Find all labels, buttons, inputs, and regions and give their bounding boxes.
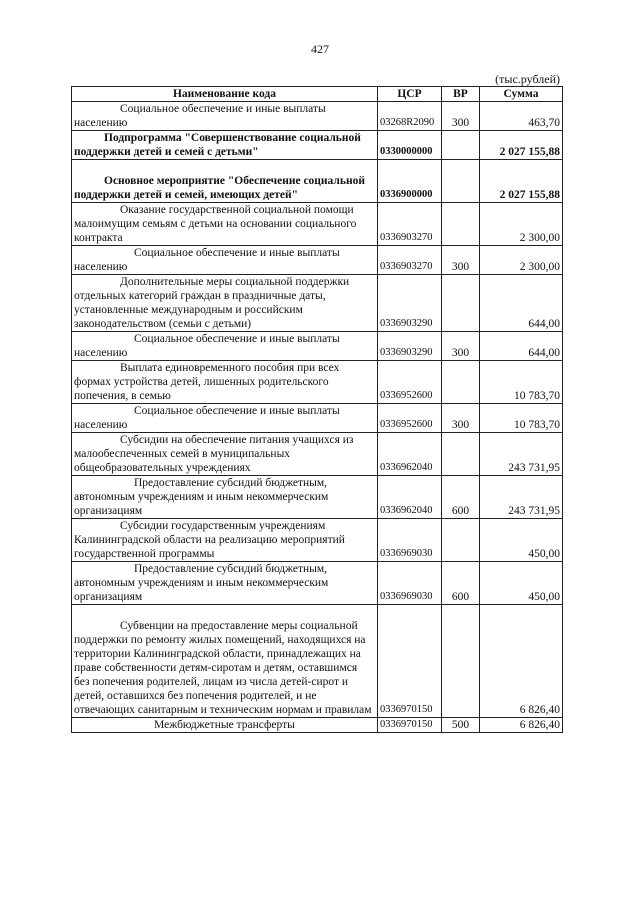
row-csr: 0336903270 xyxy=(378,246,442,275)
header-sum: Сумма xyxy=(480,87,563,102)
row-vr xyxy=(442,605,480,718)
table-row xyxy=(72,605,563,718)
row-vr: 300 xyxy=(442,246,480,275)
row-csr: 0330000000 xyxy=(378,131,442,160)
table-row xyxy=(72,275,563,332)
row-name: Выплата единовременного пособия при всех формах устройства детей, лишенных родительского попечения, в семью xyxy=(72,361,378,404)
row-sum: 10 783,70 xyxy=(480,361,563,404)
table-row xyxy=(72,332,563,361)
header-csr: ЦСР xyxy=(378,87,442,102)
row-name: Предоставление субсидий бюджетным, автономным учреждениям и иным некоммерческим организациям xyxy=(72,562,378,605)
row-name: Социальное обеспечение и иные выплаты населению xyxy=(72,404,378,433)
row-csr: 0336900000 xyxy=(378,160,442,203)
row-vr: 600 xyxy=(442,476,480,519)
row-name: Субсидии на обеспечение питания учащихся из малообеспеченных семей в муниципальных общеобразовательных учреждениях xyxy=(72,433,378,476)
row-name: Субсидии государственным учреждениям Калининградской области на реализацию мероприятий государственной программы xyxy=(72,519,378,562)
row-vr xyxy=(442,160,480,203)
row-csr: 0336962040 xyxy=(378,433,442,476)
row-vr xyxy=(442,519,480,562)
row-csr: 03268R2090 xyxy=(378,102,442,131)
table-row xyxy=(72,562,563,605)
row-sum: 6 826,40 xyxy=(480,605,563,718)
table-row xyxy=(72,203,563,246)
header-name: Наименование кода xyxy=(72,87,378,102)
row-sum: 243 731,95 xyxy=(480,476,563,519)
table-row xyxy=(72,718,563,733)
row-csr: 0336903270 xyxy=(378,203,442,246)
row-csr: 0336952600 xyxy=(378,404,442,433)
row-name: Субвенции на предоставление меры социальной поддержки по ремонту жилых помещений, находящихся на территории Калининградской области, принадлежащих на праве собственности детям-сиротам и детям, оставшимся без попечения родителей, лицам из числа детей-сирот и детей, оставшихся без попечения родителей, и не отвечающих санитарным и техническим нормам и правилам xyxy=(72,605,378,718)
row-name: Социальное обеспечение и иные выплаты населению xyxy=(72,246,378,275)
row-vr: 300 xyxy=(442,332,480,361)
row-sum: 463,70 xyxy=(480,102,563,131)
row-csr: 0336903290 xyxy=(378,332,442,361)
row-sum: 450,00 xyxy=(480,519,563,562)
row-name: Подпрограмма "Совершенствование социальной поддержки детей и семей с детьми" xyxy=(72,131,378,160)
row-vr: 300 xyxy=(442,404,480,433)
row-sum: 2 300,00 xyxy=(480,203,563,246)
row-csr: 0336969030 xyxy=(378,562,442,605)
header-vr: ВР xyxy=(442,87,480,102)
row-csr: 0336970150 xyxy=(378,605,442,718)
table-row xyxy=(72,131,563,160)
row-csr: 0336962040 xyxy=(378,476,442,519)
row-csr: 0336969030 xyxy=(378,519,442,562)
budget-table xyxy=(71,86,563,733)
row-sum: 450,00 xyxy=(480,562,563,605)
row-vr: 600 xyxy=(442,562,480,605)
row-vr: 300 xyxy=(442,102,480,131)
row-sum: 2 027 155,88 xyxy=(480,131,563,160)
table-row xyxy=(72,361,563,404)
row-vr xyxy=(442,361,480,404)
row-sum: 10 783,70 xyxy=(480,404,563,433)
table-row xyxy=(72,246,563,275)
row-name: Основное мероприятие "Обеспечение социальной поддержки детей и семей, имеющих детей" xyxy=(72,160,378,203)
row-sum: 6 826,40 xyxy=(480,718,563,733)
row-csr: 0336970150 xyxy=(378,718,442,733)
table-row xyxy=(72,433,563,476)
table-row xyxy=(72,519,563,562)
units-label: (тыс.рублей) xyxy=(495,72,560,86)
row-vr xyxy=(442,131,480,160)
row-csr: 0336903290 xyxy=(378,275,442,332)
row-sum: 243 731,95 xyxy=(480,433,563,476)
row-sum: 644,00 xyxy=(480,332,563,361)
row-name: Оказание государственной социальной помощи малоимущим семьям с детьми на основании социального контракта xyxy=(72,203,378,246)
row-vr xyxy=(442,433,480,476)
row-sum: 2 027 155,88 xyxy=(480,160,563,203)
row-name: Социальное обеспечение и иные выплаты населению xyxy=(72,102,378,131)
table-row xyxy=(72,404,563,433)
row-vr xyxy=(442,275,480,332)
row-sum: 2 300,00 xyxy=(480,246,563,275)
row-csr: 0336952600 xyxy=(378,361,442,404)
row-sum: 644,00 xyxy=(480,275,563,332)
row-vr: 500 xyxy=(442,718,480,733)
row-name: Социальное обеспечение и иные выплаты населению xyxy=(72,332,378,361)
table-row xyxy=(72,476,563,519)
row-name: Предоставление субсидий бюджетным, автономным учреждениям и иным некоммерческим организациям xyxy=(72,476,378,519)
row-vr xyxy=(442,203,480,246)
table-row xyxy=(72,160,563,203)
row-name: Межбюджетные трансферты xyxy=(72,718,378,733)
table-header-row xyxy=(72,87,563,102)
page-number: 427 xyxy=(311,42,329,56)
row-name: Дополнительные меры социальной поддержки отдельных категорий граждан в праздничные даты, установленные международным и российским законодательством (семьи с детьми) xyxy=(72,275,378,332)
table-row xyxy=(72,102,563,131)
